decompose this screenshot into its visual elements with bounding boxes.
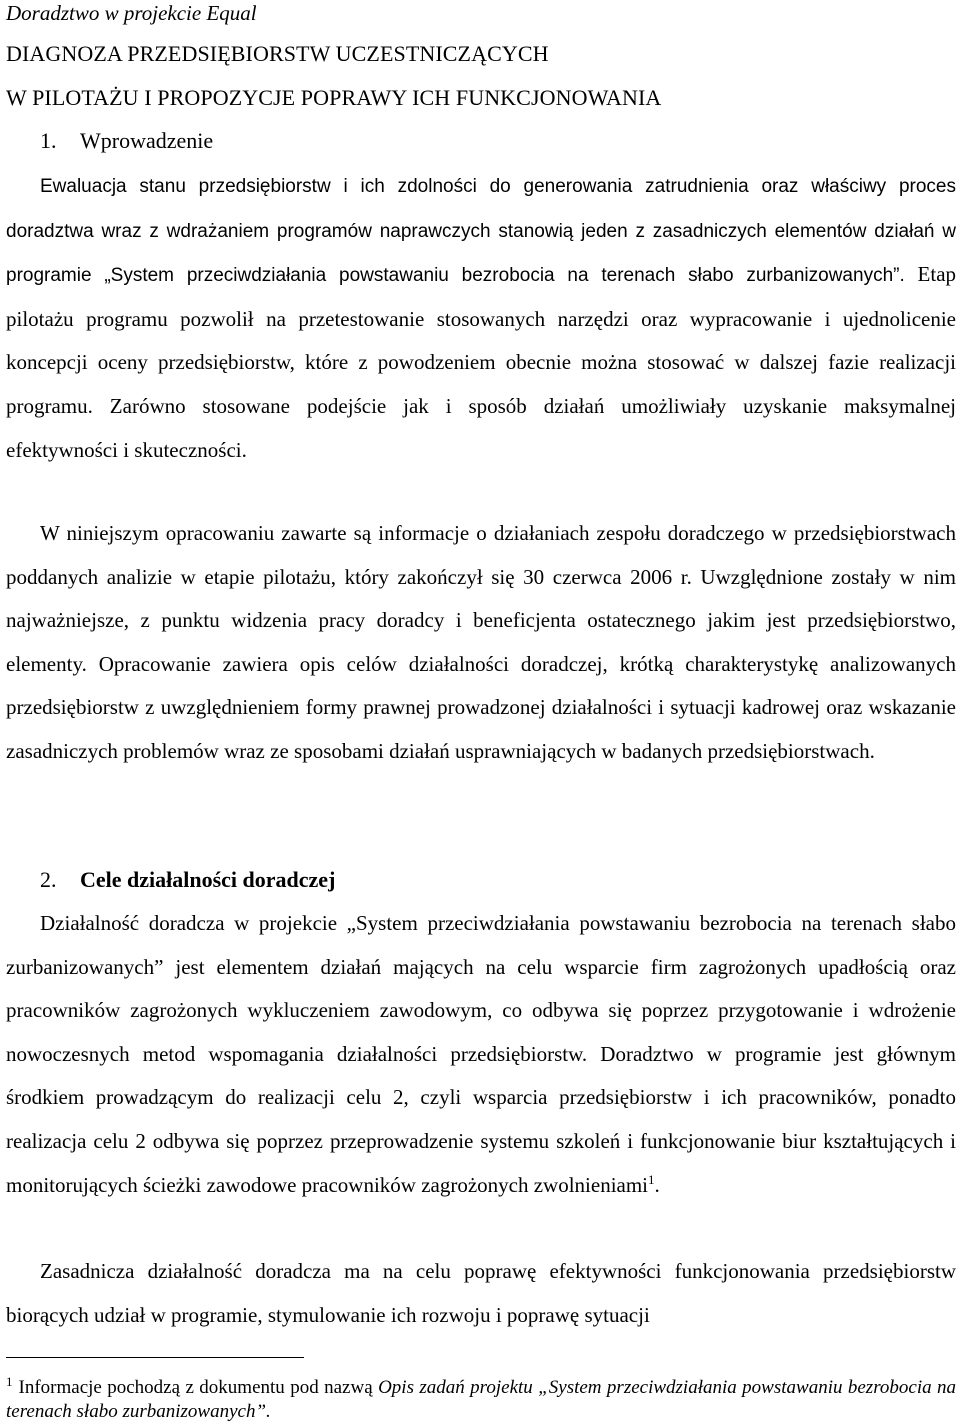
- paragraph-sans-part: Ewaluacja stanu przedsiębiorstw i ich zdolności do generowania zatrudnienia oraz właściwy proces doradztwa wraz z wdrażaniem programów naprawczych stanowią jeden z zasadniczych elementów działań w programie „System przeciwdziałania powstawaniu bezrobocia na terenach słabo zurbanizowanych”.: [6, 176, 956, 287]
- section-heading-goals: [40, 867, 335, 893]
- document-title-line-1: DIAGNOZA PRZEDSIĘBIORSTW UCZESTNICZĄCYCH: [6, 41, 549, 66]
- footnote: [6, 1373, 957, 1424]
- footnote-reference[interactable]: 1: [648, 1171, 655, 1187]
- section-title: Cele działalności doradczej: [80, 867, 336, 892]
- goals-paragraph-2: [6, 1250, 956, 1337]
- footnote-source-title: Opis zadań projektu „System przeciwdziałania powstawaniu bezrobocia na terenach słabo zurbanizowanych”.: [6, 1377, 957, 1422]
- section-title: Wprowadzenie: [80, 128, 214, 153]
- running-header: Doradztwo w projekcie Equal: [6, 1, 257, 25]
- footnote-number: 1: [6, 1373, 13, 1389]
- footnote-text: Informacje pochodzą z dokumentu pod nazwą: [18, 1377, 373, 1398]
- paragraph-text: Zasadnicza działalność doradcza ma na celu poprawę efektywności funkcjonowania przedsiębiorstw biorących udział w programie, stymulowanie ich rozwoju i poprawę sytuacji: [6, 1259, 956, 1327]
- goals-paragraph-1: [6, 902, 956, 1207]
- section-heading-introduction: [40, 128, 213, 154]
- section-number: 1.: [40, 128, 57, 153]
- introduction-paragraph-1: [6, 164, 956, 472]
- paragraph-serif-part: Etap pilotażu programu pozwolił na przetestowanie stosowanych narzędzi oraz wypracowanie i ujednolicenie koncepcji oceny przedsiębiorstw, które z powodzeniem obecnie można stosować w dalszej fazie realizacji programu. Zarówno stosowane podejście jak i sposób działań umożliwiały uzyskanie maksymalnej efektywności i skuteczności.: [6, 262, 957, 462]
- footnote-divider: [6, 1357, 304, 1358]
- paragraph-text: Działalność doradcza w projekcie „System przeciwdziałania powstawaniu bezrobocia na terenach słabo zurbanizowanych” jest elementem działań mających na celu wsparcie firm zagrożonych upadłością oraz pracowników zagrożonych wykluczeniem zawodowym, co odbywa się poprzez przygotowanie i wdrożenie nowoczesnych metod wspomagania działalności przedsiębiorstw. Doradztwo w programie jest głównym środkiem prowadzącym do realizacji celu 2, czyli wsparcia przedsiębiorstw i ich pracowników, ponadto realizacja celu 2 odbywa się poprzez przeprowadzenie systemu szkoleń i funkcjonowanie biur kształtujących i monitorujących ścieżki zawodowe pracowników zagrożonych zwolnieniami: [6, 911, 956, 1197]
- section-number: 2.: [40, 867, 57, 892]
- introduction-paragraph-2: [6, 512, 956, 774]
- paragraph-end: .: [654, 1172, 660, 1197]
- paragraph-text: W niniejszym opracowaniu zawarte są informacje o działaniach zespołu doradczego w przedsiębiorstwach poddanych analizie w etapie pilotażu, który zakończył się 30 czerwca 2006 r. Uwzględnione zostały w nim najważniejsze, z punktu widzenia pracy doradcy i beneficjenta ostatecznego jakim jest przedsiębiorstwo, elementy. Opracowanie zawiera opis celów działalności doradczej, krótką charakterystykę analizowanych przedsiębiorstw z uwzględnieniem formy prawnej prowadzonej działalności i sytuacji kadrowej oraz wskazanie zasadniczych problemów wraz ze sposobami działań usprawniających w badanych przedsiębiorstwach.: [6, 521, 956, 763]
- document-title-line-2: W PILOTAŻU I PROPOZYCJE POPRAWY ICH FUNKCJONOWANIA: [6, 85, 662, 110]
